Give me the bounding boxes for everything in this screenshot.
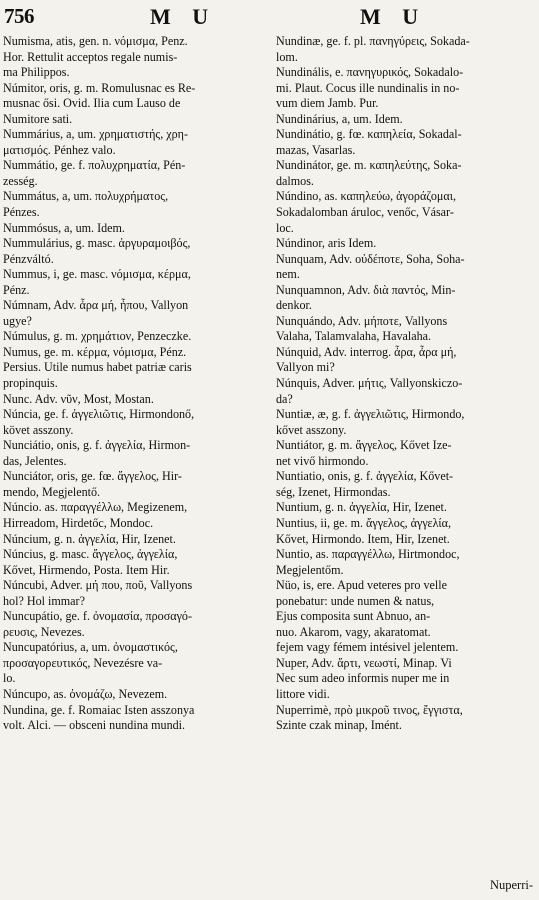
dictionary-line: Vallyon mi? <box>276 360 335 375</box>
dictionary-line: Núncubi, Adver. μή που, ποῦ, Vallyons <box>3 578 193 593</box>
dictionary-line: Valaha, Talamvalaha, Havalaha. <box>276 329 432 344</box>
dictionary-line: Núndinor, aris Idem. <box>276 236 377 251</box>
dictionary-line: Nuperrimè, πρὸ μικροῦ τινος, ἔγγιστα, <box>276 702 463 717</box>
dictionary-line: kővet asszony. <box>276 422 347 437</box>
dictionary-line: Nunc. Adv. νῦν, Most, Mostan. <box>3 391 154 406</box>
dictionary-line: nuo. Akarom, vagy, akaratomat. <box>276 624 431 639</box>
dictionary-line: Nuntius, ii, ge. m. ἄγγελος, ἀγγελία, <box>276 515 452 530</box>
dictionary-line: Nummósus, a, um. Idem. <box>3 220 125 235</box>
dictionary-line: nem. <box>276 267 300 282</box>
dictionary-line: dalmos. <box>276 173 314 188</box>
dictionary-line: Núncio. as. παραγγέλλω, Megizenem, <box>3 500 188 515</box>
dictionary-line: Nunquamnon, Adv. διὰ παντός, Min- <box>276 282 456 297</box>
dictionary-line: Numisma, atis, gen. n. νόμισμα, Penz. <box>3 34 188 48</box>
dictionary-line: Nuntiátor, g. m. ἄγγελος, Kővet Ize- <box>276 438 452 453</box>
dictionary-line: ponebatur: unde numen & natus, <box>276 593 435 608</box>
dictionary-line: Nuntiatio, onis, g. f. ἀγγελία, Kővet- <box>276 469 454 484</box>
dictionary-line: Nundinárius, a, um. Idem. <box>276 111 403 126</box>
dictionary-line: Núndino, as. καπηλεύω, ἀγοράζομαι, <box>276 189 456 204</box>
dictionary-line: zesség. <box>3 173 38 188</box>
dictionary-line: Persius. Utile numus habet patriæ caris <box>3 360 192 375</box>
dictionary-line: da? <box>276 391 293 406</box>
dictionary-line: Nummus, i, ge. masc. νόμισμα, κέρμα, <box>3 267 191 282</box>
dictionary-line: προσαγορευτικός, Nevezésre va- <box>3 655 163 670</box>
dictionary-line: Nummulárius, g. masc. ἀργυραμοιβός, <box>3 236 191 251</box>
dictionary-line: fejem vagy fémem intésivel jelentem. <box>276 640 459 655</box>
dictionary-line: Númulus, g. m. χρημάτιον, Penzeczke. <box>3 329 192 344</box>
dictionary-line: Pénzváltó. <box>3 251 54 266</box>
dictionary-line: Nuper, Adv. ἄρτι, νεωστί, Minap. Vi <box>276 655 452 670</box>
dictionary-line: Nunquándo, Adv. μήποτε, Vallyons <box>276 313 448 328</box>
dictionary-line: Nuntium, g. n. ἀγγελία, Hir, Izenet. <box>276 500 447 515</box>
dictionary-line: Nunciátor, oris, ge. fœ. ἄγγελος, Hir- <box>3 469 182 484</box>
dictionary-line: Nüo, is, ere. Apud veteres pro velle <box>276 578 447 593</box>
catchword: Nuperri- <box>489 878 533 892</box>
dictionary-line: ma Philippos. <box>3 65 70 80</box>
dictionary-line: Nundinæ, ge. f. pl. πανηγύρεις, Sokada- <box>276 34 470 48</box>
dictionary-line: denkor. <box>276 298 312 313</box>
page-number: 756 <box>4 4 34 28</box>
dictionary-line: Hor. Rettulit acceptos regale numis- <box>3 49 178 64</box>
dictionary-line: das, Jelentes. <box>3 453 67 468</box>
running-head-right: M U <box>360 4 427 29</box>
dictionary-line: vum diem Jamb. Pur. <box>276 96 379 111</box>
dictionary-line: lom. <box>276 49 298 64</box>
dictionary-line: net vivő hirmondo. <box>276 453 369 468</box>
dictionary-line: Núncius, g. masc. ἄγγελος, ἀγγελία, <box>3 547 178 562</box>
page-header <box>0 4 539 32</box>
dictionary-line: Nec sum adeo informis nuper me in <box>276 671 450 686</box>
dictionary-line: Nummátus, a, um. πολυχρήματος, <box>3 189 169 204</box>
dictionary-line: Kővet, Hirmendo, Posta. Item Hir. <box>3 562 170 577</box>
dictionary-line: ρευσις, Nevezes. <box>3 624 85 639</box>
right-column <box>276 34 536 734</box>
dictionary-line: hol? Hol immar? <box>3 593 85 608</box>
dictionary-line: Nunciátio, onis, g. f. ἀγγελία, Hirmon- <box>3 438 191 453</box>
dictionary-line: musnac ősi. Ovid. Ilia cum Lauso de <box>3 96 181 111</box>
dictionary-line: Szinte czak minap, Imént. <box>276 718 402 733</box>
dictionary-line: Núncium, g. n. ἀγγελία, Hir, Izenet. <box>3 531 176 546</box>
dictionary-line: Kővet, Hirmondo. Item, Hir, Izenet. <box>276 531 450 546</box>
dictionary-line: Nummátio, ge. f. πολυχρηματία, Pén- <box>3 158 186 173</box>
dictionary-line: Nuntio, as. παραγγέλλω, Hirtmondoc, <box>276 547 460 562</box>
dictionary-line: Nundinátor, ge. m. καπηλεύτης, Soka- <box>276 158 462 173</box>
dictionary-line: propinquis. <box>3 376 58 391</box>
dictionary-line: Hirreadom, Hirdetőc, Mondoc. <box>3 515 154 530</box>
dictionary-line: Númnam, Adv. ἆρα μή, ἦπου, Vallyon <box>3 298 189 313</box>
dictionary-line: Nummárius, a, um. χρηματιστής, χρη- <box>3 127 189 142</box>
dictionary-line: littore vidi. <box>276 686 330 701</box>
dictionary-line: ugye? <box>3 313 32 328</box>
dictionary-line: Nuncupátio, ge. f. ὀνομασία, προσαγό- <box>3 609 193 624</box>
dictionary-line: Sokadalomban áruloc, venőc, Vásar- <box>276 205 454 220</box>
left-column <box>3 34 273 734</box>
dictionary-line: ματισμός. Pénhez valo. <box>3 142 116 157</box>
dictionary-line: Nuncupatórius, a, um. ὀνομαστικός, <box>3 640 178 655</box>
dictionary-line: mi. Plaut. Cocus ille nundinalis in no- <box>276 80 460 95</box>
dictionary-line: Nunquam, Adv. οὐδέποτε, Soha, Soha- <box>276 251 465 266</box>
dictionary-line: Núnquid, Adv. interrog. ἆρα, ἆρα μή, <box>276 344 457 359</box>
dictionary-line: Numitore sati. <box>3 111 73 126</box>
dictionary-line: volt. Alci. — obsceni nundina mundi. <box>3 718 186 733</box>
dictionary-line: loc. <box>276 220 294 235</box>
dictionary-line: Núncupo, as. ὀνομάζω, Nevezem. <box>3 686 168 701</box>
dictionary-line: Nundinális, e. πανηγυρικός, Sokadalo- <box>276 65 464 80</box>
dictionary-line: Ejus composita sunt Abnuo, an- <box>276 609 431 624</box>
dictionary-line: mazas, Vasarlas. <box>276 142 356 157</box>
running-head-left: M U <box>150 4 217 29</box>
dictionary-line: Nundinátio, g. fœ. καπηλεία, Sokadal- <box>276 127 462 142</box>
dictionary-line: Pénzes. <box>3 205 40 220</box>
dictionary-line: ség, Izenet, Hirmondas. <box>276 484 391 499</box>
dictionary-line: Núnquis, Adver. μήτις, Vallyonskiczo- <box>276 376 463 391</box>
dictionary-line: lo. <box>3 671 16 686</box>
dictionary-line: Núncia, ge. f. ἀγγελιῶτις, Hirmondonő, <box>3 407 195 422</box>
dictionary-line: Nundina, ge. f. Romaiac Isten asszonya <box>3 702 195 717</box>
dictionary-line: Megjelentőm. <box>276 562 344 577</box>
dictionary-line: Nuntiæ, æ, g. f. ἀγγελιῶτις, Hirmondo, <box>276 407 465 422</box>
dictionary-line: Númitor, oris, g. m. Romulusnac es Re- <box>3 80 196 95</box>
dictionary-line: követ asszony. <box>3 422 74 437</box>
dictionary-line: Numus, ge. m. κέρμα, νόμισμα, Pénz. <box>3 344 187 359</box>
dictionary-line: Pénz. <box>3 282 30 297</box>
dictionary-line: mendo, Megjelentő. <box>3 484 101 499</box>
